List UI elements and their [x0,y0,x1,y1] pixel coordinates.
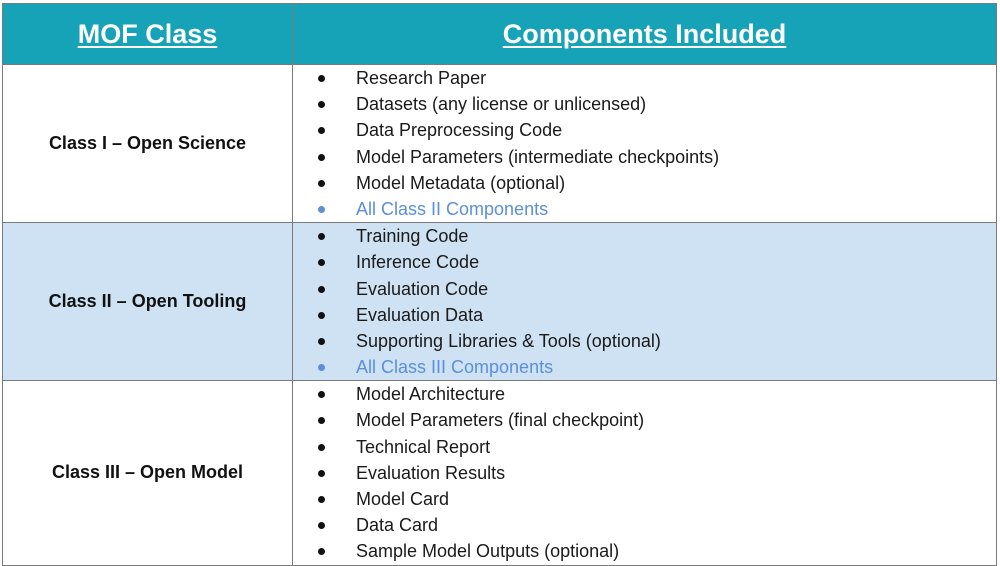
bullet-icon [318,259,325,266]
list-item [293,249,996,275]
components-list [293,223,996,380]
bullet-icon [318,312,325,319]
components-cell [293,65,997,223]
table-header-row [3,4,997,65]
bullet-icon [318,286,325,293]
class-name-cell: Class I – Open Science [3,65,293,223]
list-item-label: Model Parameters (final checkpoint) [356,410,645,431]
bullet-icon [318,548,325,555]
list-item [293,460,996,486]
list-item-label: Evaluation Results [356,462,506,483]
list-item [293,538,996,564]
list-item-label: Supporting Libraries & Tools (optional) [356,330,661,351]
header-mof-class: MOF Class [3,4,293,65]
bullet-icon [318,180,325,187]
bullet-icon [318,101,325,108]
list-item-link-class-iii[interactable] [293,354,996,380]
list-item-label: Data Preprocessing Code [356,120,563,141]
bullet-icon [318,338,325,345]
list-item [293,170,996,196]
bullet-icon [318,470,325,477]
bullet-icon [318,364,325,371]
list-item-label[interactable]: All Class III Components [356,357,554,378]
list-item [293,302,996,328]
bullet-icon [318,75,325,82]
list-item [293,276,996,302]
list-item [293,407,996,433]
list-item-link-class-ii[interactable] [293,196,996,222]
list-item-label: Inference Code [356,252,480,273]
header-components-included: Components Included [293,4,997,65]
list-item-label: Research Paper [356,68,487,88]
class-name-cell: Class III – Open Model [3,381,293,565]
components-list [293,65,996,222]
list-item-label: Model Parameters (intermediate checkpoints) [356,146,720,167]
table-row-class-iii [3,381,997,565]
list-item-label: Model Metadata (optional) [356,172,566,193]
components-list [293,381,996,564]
components-cell [293,223,997,381]
bullet-icon [318,391,325,398]
list-item-label: Model Card [356,489,450,509]
bullet-icon [318,417,325,424]
list-item-label: Technical Report [356,436,491,457]
list-item [293,434,996,460]
list-item [293,486,996,512]
list-item-label: Training Code [356,226,469,247]
list-item-label: Evaluation Code [356,278,489,299]
bullet-icon [318,206,325,213]
list-item [293,65,996,91]
bullet-icon [318,233,325,240]
table-row-class-ii [3,223,997,381]
list-item-label: Data Card [356,515,439,536]
mof-class-table [2,3,997,566]
bullet-icon [318,127,325,134]
list-item [293,117,996,143]
list-item [293,381,996,407]
list-item [293,512,996,538]
bullet-icon [318,522,325,529]
components-cell [293,381,997,565]
list-item [293,328,996,354]
list-item-label: Model Architecture [356,384,506,405]
bullet-icon [318,496,325,503]
list-item-label: Sample Model Outputs (optional) [356,541,620,562]
table-row-class-i [3,65,997,223]
list-item [293,144,996,170]
list-item-label: Datasets (any license or unlicensed) [356,94,647,115]
list-item [293,91,996,117]
list-item-label: Evaluation Data [356,304,484,325]
bullet-icon [318,154,325,161]
list-item-label[interactable]: All Class II Components [356,198,549,219]
class-name-cell: Class II – Open Tooling [3,223,293,381]
bullet-icon [318,444,325,451]
list-item [293,223,996,249]
